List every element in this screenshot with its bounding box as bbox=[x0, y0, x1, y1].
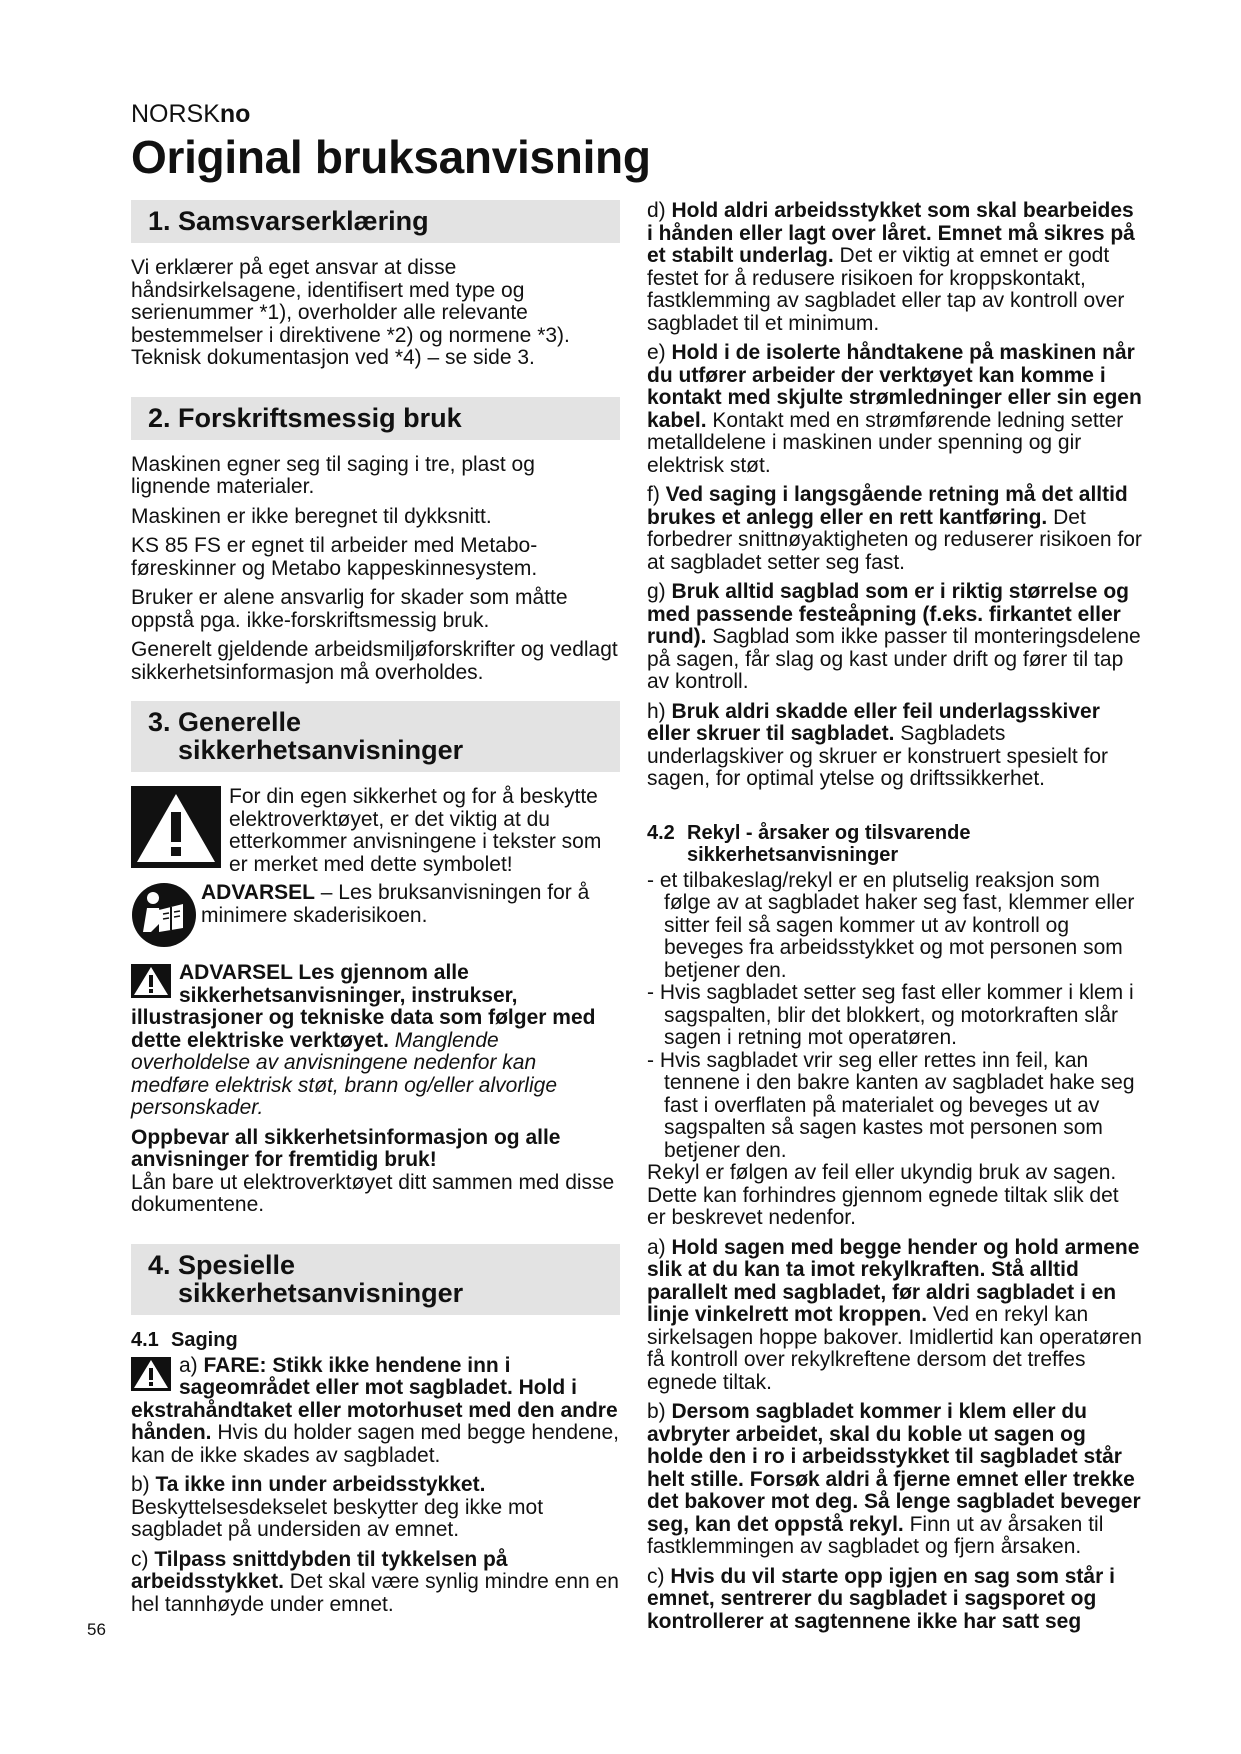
paragraph: Maskinen er ikke beregnet til dykksnitt. bbox=[131, 504, 492, 528]
keep-instructions-bold: Oppbevar all sikkerhetsinformasjon og alle anvisninger for fremtidig bruk! bbox=[131, 1125, 561, 1171]
advarsel-text: – Les bruksanvisningen for å minimere skaderisikoen. bbox=[201, 881, 590, 927]
item-text: Sagbladets underlagskiver og skruer er konstruert spesielt for sagen, for optimal ytelse og driftssikkerhet. bbox=[647, 722, 1109, 790]
section-heading-3 bbox=[131, 701, 620, 772]
section-title: Samsvarserklæring bbox=[178, 206, 429, 236]
subsection-title: Saging bbox=[171, 1328, 238, 1351]
warning-triangle-icon bbox=[131, 786, 221, 868]
manual-warning-text bbox=[201, 882, 620, 948]
instruction-h bbox=[647, 701, 1142, 791]
section-number: 1. bbox=[148, 206, 171, 236]
paragraph: Bruker er alene ansvarlig for skader som måtte oppstå pga. ikke-forskriftsmessig bruk. bbox=[131, 586, 568, 632]
kickback-instruction-a bbox=[647, 1237, 1142, 1395]
dash-item: - Hvis sagbladet vrir seg eller rettes inn feil, kan tennene i den bakre kanten av sagbladet hake seg fast i overflaten på materialet og beveges ut av sagspalten så sagen kastes mot personen som betjener den. bbox=[647, 1048, 1135, 1162]
item-text: Sagblad som ikke passer til monteringsdelene på sagen, får slag og kast under drift og fører til tap av kontroll. bbox=[647, 625, 1141, 693]
subsection-heading bbox=[647, 822, 1142, 866]
rekyl-text: Rekyl er følgen av feil eller ukyndig bruk av sagen. Dette kan forhindres gjennom egnede tiltak slik det er beskrevet nedenfor. bbox=[647, 1161, 1119, 1229]
item-prefix: d) bbox=[647, 199, 672, 222]
keep-instructions bbox=[131, 1127, 620, 1217]
paragraph: KS 85 FS er egnet til arbeider med Metabo-føreskinner og Metabo kappeskinnesystem. bbox=[131, 534, 538, 580]
instruction-a bbox=[131, 1355, 620, 1468]
subsection-title: Rekyl - årsaker og tilsvarende bbox=[687, 821, 971, 844]
warning-block bbox=[131, 786, 620, 876]
item-prefix: c) bbox=[131, 1547, 155, 1571]
warning-triangle-icon bbox=[131, 964, 171, 998]
instruction-c bbox=[131, 1549, 620, 1617]
section-title: Generelle sikkerhetsanvisninger bbox=[178, 707, 464, 765]
item-prefix: b) bbox=[131, 1473, 156, 1496]
item-bold: Tilpass snittdybden til tykkelsen på arbeidsstykket. bbox=[131, 1547, 508, 1593]
warning-triangle-icon bbox=[131, 1357, 171, 1391]
item-text: Det forbedrer snittnøyaktigheten og reduserer risikoen for at sagbladet setter seg fast. bbox=[647, 505, 1142, 574]
language-label bbox=[131, 100, 250, 129]
section-heading-2 bbox=[131, 397, 620, 440]
right-column bbox=[647, 200, 1142, 1640]
instruction-d bbox=[647, 200, 1142, 335]
item-prefix: a) bbox=[647, 1235, 672, 1259]
item-bold: Bruk alltid sagblad som er i riktig størrelse og med passende festeåpning (f.eks. firkantet eller rund). bbox=[647, 580, 1129, 648]
item-prefix: g) bbox=[647, 580, 672, 603]
item-prefix: f) bbox=[647, 483, 666, 506]
item-bold: Ta ikke inn under arbeidsstykket. bbox=[155, 1473, 486, 1496]
subsection-heading bbox=[131, 1329, 620, 1351]
item-bold: Hvis du vil starte opp igjen en sag som står i emnet, sentrerer du sagbladet i sagsporet og kontrollerer at sagtennene ikke har satt seg bbox=[647, 1564, 1115, 1633]
item-text: Det er viktig at emnet er godt festet for å redusere risikoen for kroppskontakt, fastklemming av sagbladet eller tap av kontroll over sagbladet til et minimum. bbox=[647, 244, 1125, 335]
section-number: 4. bbox=[148, 1249, 171, 1280]
section-heading-1 bbox=[131, 200, 620, 243]
section-title: Forskriftsmessig bruk bbox=[178, 402, 462, 433]
item-text: Hvis du holder sagen med begge hendene, kan de ikke skades av sagbladet. bbox=[131, 1421, 619, 1467]
general-warning-bold: ADVARSEL Les gjennom alle sikkerhetsanvisninger, instrukser, illustrasjoner og tekniske data som følger med dette elektriske verktøyet. bbox=[131, 961, 596, 1052]
item-bold: Hold aldri arbeidsstykket som skal bearbeides i hånden eller lagt over låret. Emnet må sikres på et stabilt underlag. bbox=[647, 199, 1135, 267]
keep-instructions-text: Lån bare ut elektroverktøyet ditt sammen med disse dokumentene. bbox=[131, 1170, 615, 1216]
item-bold: Hold sagen med begge hender og hold armene slik at du kan ta imot rekylkraften. Stå alltid parallelt med sagbladet, før aldri sagbladet i en linje vinkelrett mot kroppen. bbox=[647, 1235, 1140, 1326]
language-code: no bbox=[219, 100, 251, 128]
general-warning bbox=[131, 962, 620, 1120]
item-text: Beskyttelsesdekselet beskytter deg ikke mot sagbladet på undersiden av emnet. bbox=[131, 1495, 544, 1541]
instruction-g bbox=[647, 581, 1142, 694]
instruction-f bbox=[647, 484, 1142, 574]
page-number: 56 bbox=[87, 1620, 106, 1639]
kickback-instruction-b bbox=[647, 1401, 1142, 1559]
item-text: Kontakt med en strømførende ledning setter metalldelene i maskinen under spenning og gir elektrisk støt. bbox=[647, 408, 1124, 477]
read-manual-icon bbox=[131, 882, 197, 948]
item-text: Finn ut av årsaken til fastklemmingen av sagbladet og fjern årsaken. bbox=[647, 1512, 1104, 1558]
item-prefix: h) bbox=[647, 699, 672, 723]
item-prefix: c) bbox=[647, 1564, 671, 1588]
dash-item: - et tilbakeslag/rekyl er en plutselig reaksjon som følge av at sagbladet haker seg fast, klemmer eller sitter feil så sagen kommer ut av kontroll og beveges fra arbeidsstykket og mot personen som betjener den. bbox=[647, 868, 1135, 982]
item-bold: Bruk aldri skadde eller feil underlagsskiver eller skruer til sagbladet. bbox=[647, 699, 1100, 745]
item-prefix: e) bbox=[647, 341, 672, 364]
item-bold: Ved saging i langsgående retning må det alltid brukes et anlegg eller en rett kantføring. bbox=[647, 483, 1128, 529]
general-warning-italic: Manglende overholdelse av anvisningene nedenfor kan medføre elektrisk støt, brann og/eller alvorlige personskader. bbox=[131, 1028, 557, 1119]
page-title: Original bruksanvisning bbox=[131, 131, 651, 183]
section-heading-4 bbox=[131, 1244, 620, 1315]
paragraph: Maskinen egner seg til saging i tre, plast og lignende materialer. bbox=[131, 452, 535, 498]
item-bold: Hold i de isolerte håndtakene på maskinen når du utfører arbeider der verktøyet kan komme i kontakt med skjulte strømledninger eller sin egen kabel. bbox=[647, 341, 1142, 432]
warning-text: For din egen sikkerhet og for å beskytte elektroverktøyet, er det viktig at du etterkommer anvisningene i tekster som er merket med dette symbolet! bbox=[229, 785, 602, 876]
subsection-number: 4.1 bbox=[131, 1328, 159, 1351]
item-text: Det skal være synlig mindre enn en hel tannhøyde under emnet. bbox=[131, 1570, 619, 1616]
section-number: 2. bbox=[148, 402, 171, 433]
item-bold: FARE: Stikk ikke hendene inn i sageområdet eller mot sagbladet. Hold i ekstrahåndtaket eller motorhuset med den andre hånden. bbox=[131, 1353, 618, 1444]
section-number: 3. bbox=[148, 707, 171, 737]
item-prefix: b) bbox=[647, 1400, 672, 1423]
advarsel-label: ADVARSEL bbox=[201, 881, 315, 904]
paragraph: Generelt gjeldende arbeidsmiljøforskrifter og vedlagt sikkerhetsinformasjon må overholdes. bbox=[131, 638, 618, 684]
item-prefix: a) bbox=[179, 1353, 204, 1377]
dash-item: - Hvis sagbladet setter seg fast eller kommer i klem i sagspalten, blir det blokkert, og motorkraften slår sagen i retning mot operatøren. bbox=[647, 981, 1134, 1049]
instruction-b bbox=[131, 1474, 620, 1542]
item-bold: Dersom sagbladet kommer i klem eller du avbryter arbeidet, skal du koble ut sagen og holde den i ro i arbeidsstykket til sagbladet står helt stille. Forsøk aldri å fjerne emnet eller trekke det bakover mot deg. Så lenge sagbladet beveger seg, kan det oppstå rekyl. bbox=[647, 1400, 1141, 1536]
left-column bbox=[131, 200, 620, 1623]
item-text: Ved en rekyl kan sirkelsagen hoppe bakover. Imidlertid kan operatøren få kontroll over rekylkreftene dersom det treffes egnede tiltak. bbox=[647, 1303, 1142, 1394]
manual-warning bbox=[131, 882, 620, 948]
language-name: NORSK bbox=[131, 100, 220, 128]
subsection-title-line2: sikkerhetsanvisninger bbox=[687, 843, 899, 866]
subsection-number: 4.2 bbox=[647, 821, 675, 844]
section-title: Spesielle sikkerhetsanvisninger bbox=[178, 1249, 464, 1308]
declaration-text: Vi erklærer på eget ansvar at disse håndsirkelsagene, identifisert med type og serienummer *1), overholder alle relevante bestemmelser i direktivene *2) og normene *3). Teknisk dokumentasjon ved *4) – se side 3. bbox=[131, 256, 570, 369]
instruction-e bbox=[647, 342, 1142, 477]
kickback-instruction-c bbox=[647, 1566, 1142, 1634]
